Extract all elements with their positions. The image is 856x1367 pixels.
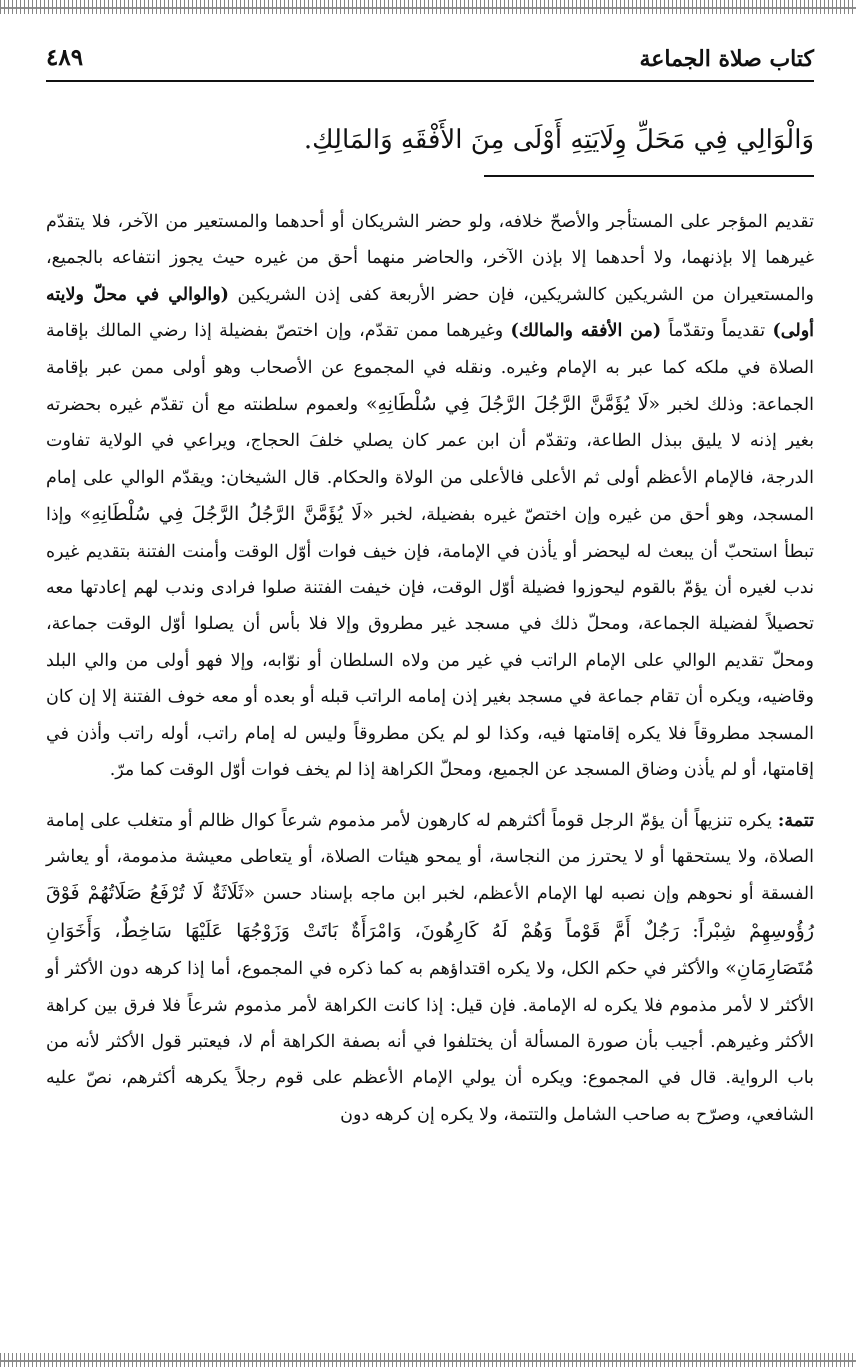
commentary-text: والأكثر في حكم الكل، ولا يكره اقتداؤهم به كما ذكره في المجموع، أما إذا كرهه دون الأكثر أو الأكثر لا لأمر مذموم فلا يكره له الإمامة. فإن قيل: إذا كانت الكراهة لأمر مذموم شرعاً فلا فرق بين كراهة الأكثر وغيرهم. أجيب بأن صورة المسألة أن يختلفوا في أنه بصفة الكراهة أم لا، فيعتبر قول الأكثر لأنه من باب الرواية. قال في المجموع: ويكره أن يولي الإمام الأعظم على قوم رجلاً يكرهه أكثرهم، نصّ عليه الشافعي، وصرّح به صاحب الشامل والتتمة، ولا يكره إن كرهه دون [46, 959, 814, 1125]
matn-quote-afqah: (من الأفقه والمالك) [510, 321, 662, 342]
commentary-paragraph-1 [46, 204, 814, 789]
hadith-quote-3: «ثَلَاثَةٌ لَا تُرْفَعُ صَلَاتُهُمْ فَوْقَ رُؤُوسِهِمْ شِبْراً: رَجُلٌ أَمَّ قَوْماً وَهُمْ لَهُ كَارِهُونَ، وَامْرَأَةٌ بَاتَتْ وَزَوْجُهَا عَلَيْهَا سَاخِطٌ، وَأَخَوَانِ مُتَصَارِمَانِ» [46, 882, 814, 980]
commentary-text: ولعموم سلطنته مع أن تقدّم غيره بحضرته بغير إذنه لا يليق ببذل الطاعة، وتقدّم أن ابن عمر كان يصلي خلفَ الحجاج، ويراعي في الولاية تفاوت الدرجة، فالإمام الأعظم أولى ثم الأعلى فالأعلى من الولاة والحكام. قال الشيخان: ويقدّم الوالي على إمام المسجد، وهو أحق من غيره وإن اختصّ غيره بفضيلة، لخبر [46, 395, 814, 526]
commentary-text: تقديم المؤجر على المستأجر والأصحّ خلافه، ولو حضر الشريكان أو أحدهما والمستعير من الآخر، فلا يتقدّم غيرهما إلا بإذنهما، ولا أحدهما إلا بإذن الآخر، والحاضر منهما أحق من غيره حيث يجوز انتفاعه بالجميع، والمستعيران من الشريكين كالشريكين، فإن حضر الأربعة كفى إذن الشريكين [46, 212, 814, 305]
page-number: ٤٨٩ [46, 44, 84, 71]
hadith-quote-2: «لَا يُؤَمَّنَّ الرَّجُلُ الرَّجُلَ فِي سُلْطَانِهِ» [79, 503, 374, 526]
top-ornamental-border [0, 0, 856, 14]
hadith-quote-1: «لَا يُؤَمَّنَّ الرَّجُلَ الرَّجُلَ فِي سُلْطَانِهِ» [365, 393, 661, 416]
commentary-body [46, 204, 814, 1133]
commentary-paragraph-2 [46, 803, 814, 1134]
book-title: كتاب صلاة الجماعة [639, 46, 814, 72]
commentary-text: وغيرهما ممن تقدّم، وإن اختصّ بفضيلة إذا رضي المالك بإقامة الصلاة في ملكه كما عبر به الإمام وغيره. ونقله في المجموع عن الأصحاب وهو أولى ممن عبر بإقامة الجماعة: وذلك لخبر [46, 321, 814, 416]
matn-divider [484, 175, 814, 177]
commentary-text: يكره تنزيهاً أن يؤمّ الرجل قوماً أكثرهم له كارهون لأمر مذموم شرعاً كوال ظالم أو متغلب على إمامة الصلاة، ولا يستحقها أو لا يحترز من النجاسة، أو يمحو هيئات الصلاة، أو يتعاطى معيشة مذمومة، أو يعاشر الفسقة أو نحوهم وإن نصبه لها الإمام الأعظم، لخبر ابن ماجه بإسناد حسن [46, 810, 814, 905]
commentary-text: وإذا تبطأ استحبّ أن يبعث له ليحضر أو يأذن في الإمامة، فإن خيف فوات أوّل الوقت وأمنت الفتنة بتقديم غيره ندب لغيره أن يؤمّ بالقوم ليحوزوا فضيلة أوّل الوقت، فإن خيفت الفتنة صلوا فرادى وندب لهم إعادتها معه تحصيلاً لفضيلة الجماعة، ومحلّ ذلك في مسجد غير مطروق وإلا فلا بأس أن يصلوا أوّل الوقت جماعة، ومحلّ تقديم الوالي على الإمام الراتب في غير من ولاه السلطان أو نوّابه، وإلا فهو أولى من والي البلد وقاضيه، ويكره أن تقام جماعة في مسجد بغير إذن إمامه الراتب قبله أو بعده أو معه خوف الفتنة إلا إن كان المسجد مطروقاً فلا يكره إقامتها فيه، وكذا لو لم يكن مطروقاً وليس له إمام راتب، أوله راتب وأذن في إقامتها، أو لم يأذن وضاق المسجد عن الجميع، ومحلّ الكراهة إذا لم يخف فوات أوّل الوقت كما مرّ. [46, 505, 814, 781]
tatimma-heading: تتمة: [777, 810, 814, 831]
bottom-ornamental-border [0, 1353, 856, 1367]
commentary-text: تقديماً وتقدّماً [661, 321, 773, 342]
matn-quote-wali: (والوالي في محلّ ولايته أولى) [46, 284, 815, 342]
page-header [46, 40, 814, 82]
matn-text: وَالْوَالِي فِي مَحَلِّ وِلَايَتِهِ أَوْلَى مِنَ الأَفْقَهِ وَالمَالِكِ. [303, 125, 814, 155]
